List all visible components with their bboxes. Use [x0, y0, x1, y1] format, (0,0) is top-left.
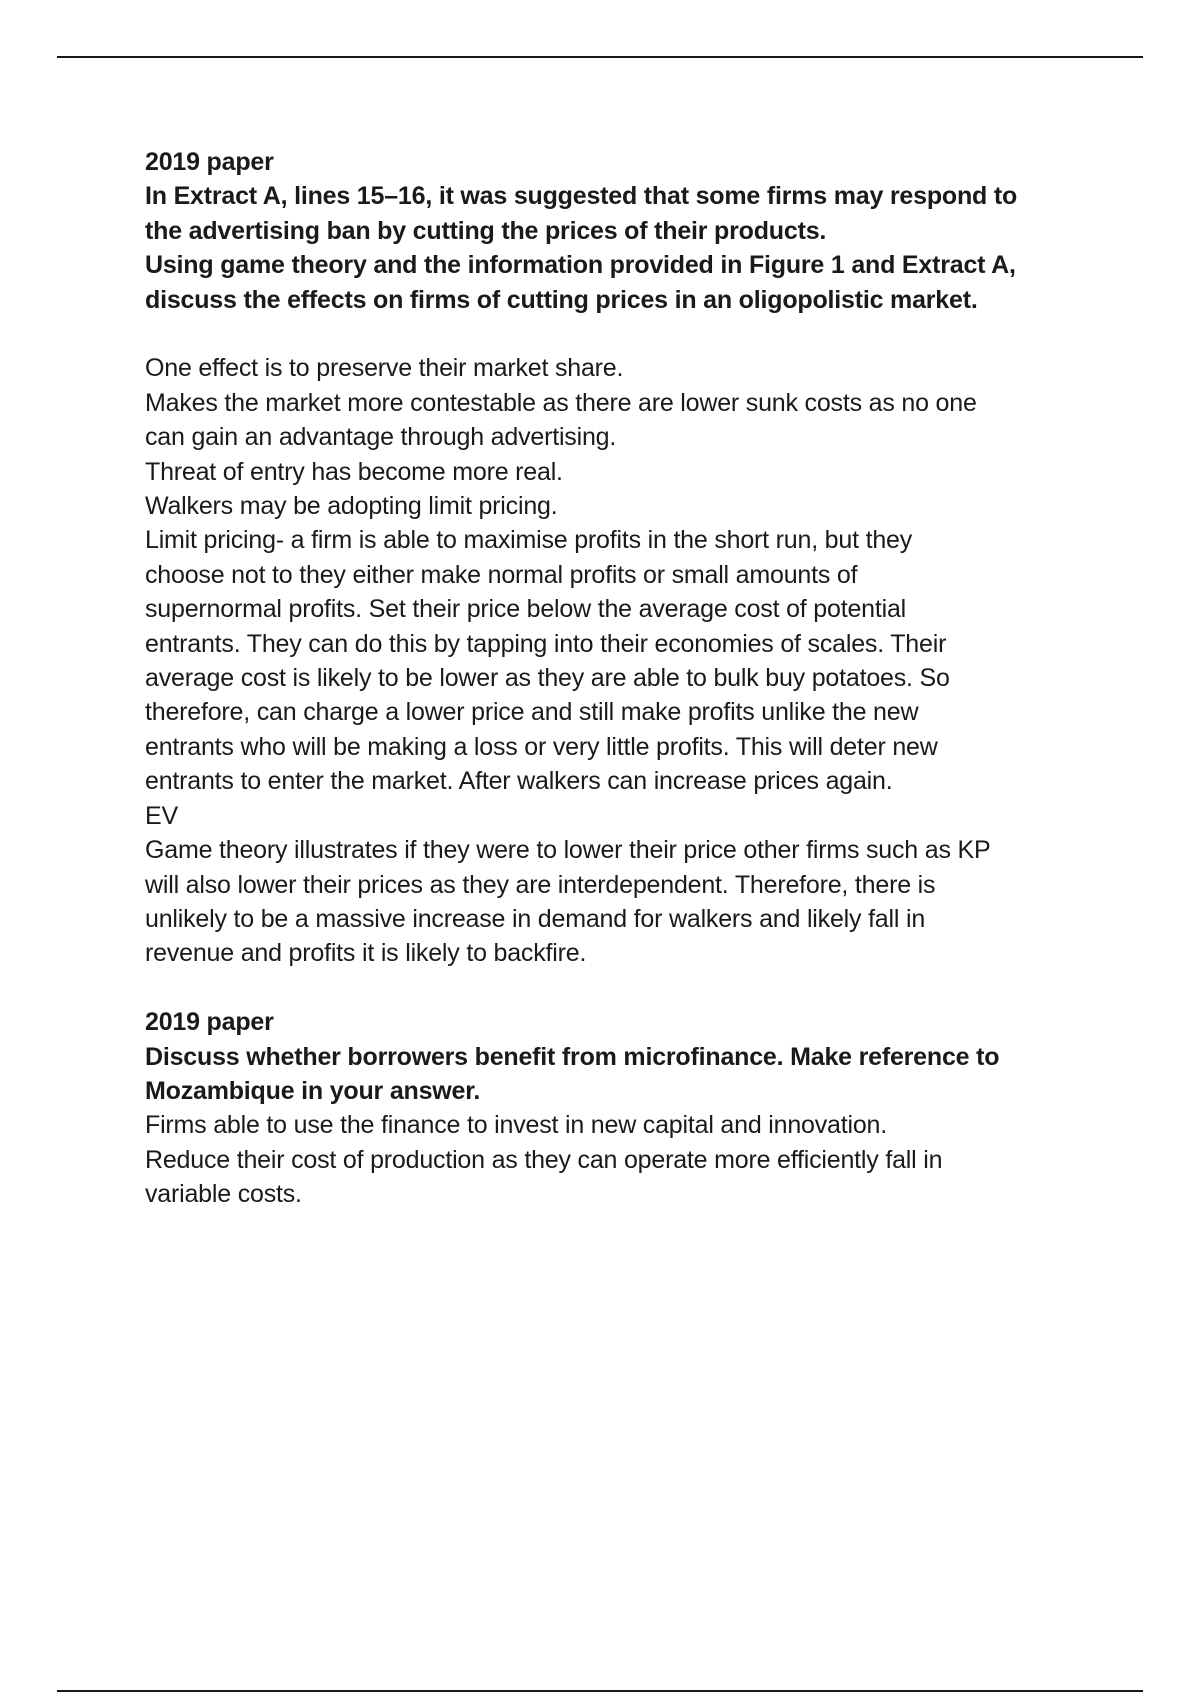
- answer-line: will also lower their prices as they are interdependent. Therefore, there is: [145, 870, 936, 899]
- answer-line: variable costs.: [145, 1180, 302, 1209]
- answer-line: supernormal profits. Set their price below the average cost of potential: [145, 595, 907, 624]
- answer-line: entrants to enter the market. After walkers can increase prices again.: [145, 767, 893, 796]
- question-line: discuss the effects on firms of cutting prices in an oligopolistic market.: [145, 285, 978, 314]
- answer-line: Reduce their cost of production as they can operate more efficiently fall in: [145, 1145, 943, 1174]
- answer-line: EV: [145, 801, 178, 830]
- answer-line: Limit pricing- a firm is able to maximise profits in the short run, but they: [145, 526, 913, 555]
- section-heading: 2019 paper: [145, 148, 274, 176]
- top-rule: [57, 56, 1143, 58]
- answer-line: entrants. They can do this by tapping into their economies of scales. Their: [145, 629, 947, 658]
- question-line: Discuss whether borrowers benefit from microfinance. Make reference to: [145, 1042, 1000, 1071]
- bottom-rule: [57, 1690, 1143, 1692]
- answer-line: Firms able to use the finance to invest in new capital and innovation.: [145, 1111, 887, 1140]
- section-heading: 2019 paper: [145, 1008, 274, 1037]
- document-body: [145, 145, 1075, 1212]
- paragraph-spacer: [145, 971, 1075, 1005]
- answer-line: unlikely to be a massive increase in demand for walkers and likely fall in: [145, 904, 926, 933]
- answer-line: entrants who will be making a loss or very little profits. This will deter new: [145, 732, 938, 761]
- answer-line: Threat of entry has become more real.: [145, 457, 563, 486]
- question-line: the advertising ban by cutting the prices of their products.: [145, 216, 827, 245]
- answer-line: choose not to they either make normal profits or small amounts of: [145, 560, 858, 589]
- paragraph-spacer: [145, 317, 1075, 351]
- answer-line: can gain an advantage through advertising.: [145, 423, 617, 452]
- answer-line: Makes the market more contestable as there are lower sunk costs as no one: [145, 388, 977, 417]
- answer-line: Walkers may be adopting limit pricing.: [145, 492, 558, 521]
- question-line: Mozambique in your answer.: [145, 1076, 481, 1105]
- answer-line: average cost is likely to be lower as they are able to bulk buy potatoes. So: [145, 664, 950, 693]
- question-line: Using game theory and the information provided in Figure 1 and Extract A,: [145, 251, 1016, 280]
- answer-line: revenue and profits it is likely to backfire.: [145, 939, 587, 968]
- answer-line: Game theory illustrates if they were to lower their price other firms such as KP: [145, 836, 991, 865]
- answer-line: One effect is to preserve their market share.: [145, 354, 624, 383]
- question-line: In Extract A, lines 15–16, it was suggested that some firms may respond to: [145, 182, 1018, 211]
- answer-line: therefore, can charge a lower price and still make profits unlike the new: [145, 698, 919, 727]
